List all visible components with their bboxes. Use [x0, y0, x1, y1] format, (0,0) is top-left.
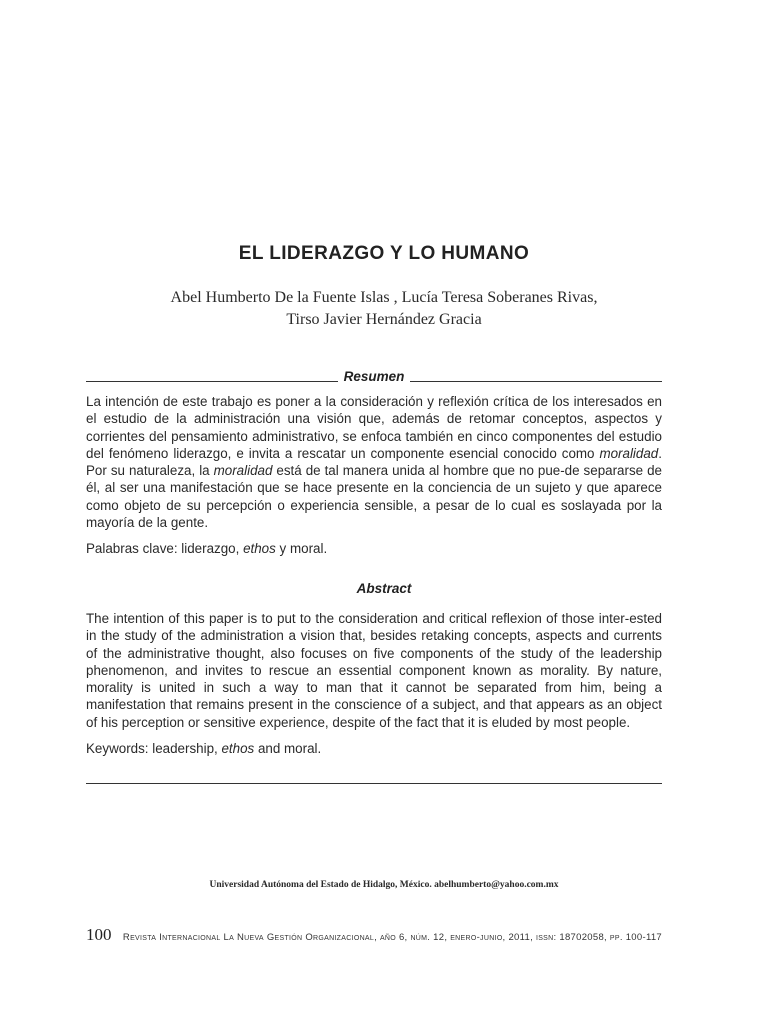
article-title: EL LIDERAZGO Y LO HUMANO: [238, 243, 530, 264]
rule-left: [86, 381, 338, 382]
rule-right: [410, 381, 662, 382]
abstract-paragraph: The intention of this paper is to put to the consideration and critical reflexion of those inter-ested in the study of the administration a vision that, besides retaking concepts, aspects and currents of the administrative thought, also focuses on five components of the study of the leadership phenomenon, and invites to rescue an essential component known as morality. By nature, morality is united in such a way to man that it cannot be separated from him, being a manifestation that remains present in the conscience of a subject, and that appears as an object of his perception or sensitive experience, despite of the fact that it is eluded by most people.: [86, 611, 662, 730]
authors-line-2: Tirso Javier Hernández Gracia: [286, 311, 482, 328]
abstract-keyword-ethos: ethos: [221, 741, 255, 757]
resumen-keywords-suffix: y moral.: [275, 541, 328, 557]
author-affiliation: Universidad Autónoma del Estado de Hidalgo, México. abelhumberto@yahoo.com.mx: [209, 880, 559, 890]
abstract-bottom-rule: [86, 783, 662, 784]
abstract-keywords-suffix: and moral.: [254, 741, 322, 757]
resumen-heading-rule: [86, 365, 662, 385]
author-list: [0, 287, 768, 331]
resumen-heading: Resumen: [343, 369, 405, 384]
resumen-term-moralidad: moralidad: [599, 445, 659, 461]
resumen-keyword-ethos: ethos: [243, 541, 276, 557]
resumen-text-mid: . Por su naturaleza, la: [86, 445, 662, 479]
journal-citation: Revista Internacional La Nueva Gestión Organizacional, año 6, núm. 12, enero-junio, 2011, issn: 18702058, pp. 100-117: [122, 932, 662, 943]
resumen-text-end: está de tal manera unida al hombre que no pue-de separarse de él, al ser una manifestación que se hace presente en la conciencia de un sujeto y que aparece como objeto de su percepción o experiencia sensible, a pesar de lo cual es soslayada por la mayoría de la gente.: [86, 463, 662, 531]
resumen-keywords: [86, 540, 662, 557]
resumen-section: [86, 393, 662, 558]
resumen-term-moralidad-2: moralidad: [213, 463, 273, 479]
page-number: 100: [86, 925, 112, 944]
resumen-paragraph: [86, 393, 662, 531]
authors-line-1: Abel Humberto De la Fuente Islas , Lucía Teresa Soberanes Rivas,: [170, 289, 598, 306]
abstract-keywords: [86, 740, 662, 757]
page-footer: [86, 925, 662, 945]
abstract-section: [86, 610, 662, 757]
resumen-text-intro: La intención de este trabajo es poner a la consideración y reflexión crítica de los interesados en el estudio de la administración una visión que, además de retomar conceptos, aspectos y corrientes del pensamiento administrativo, se enfoca también en cinco componentes del estudio del fenómeno liderazgo, e invita a rescatar un componente esencial conocido como: [86, 394, 662, 461]
abstract-keywords-prefix: Keywords: leadership,: [86, 741, 222, 757]
abstract-heading: Abstract: [356, 581, 412, 596]
resumen-keywords-prefix: Palabras clave: liderazgo,: [86, 541, 244, 557]
